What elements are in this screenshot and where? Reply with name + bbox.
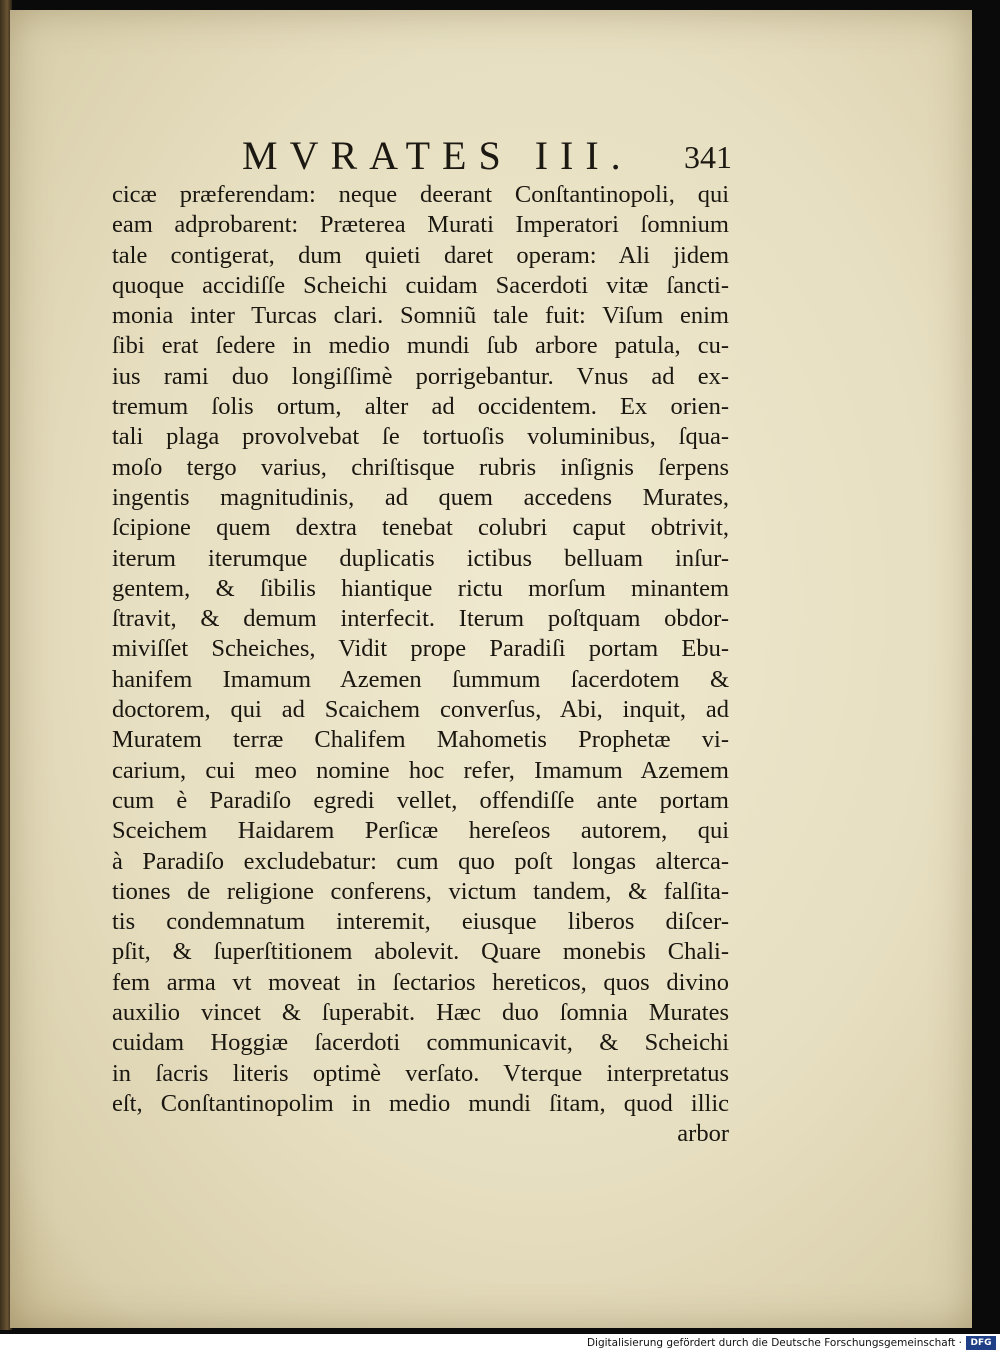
- text-line: moſo tergo varius, chriſtisque rubris inſignis ſerpens: [112, 453, 729, 481]
- text-line: tis condemnatum interemit, eiusque liberos diſcer-: [112, 908, 729, 936]
- text-line: hanifem Imamum Azemen ſummum ſacerdotem &: [112, 665, 729, 693]
- funding-credit: Digitalisierung gefördert durch die Deutsche Forschungsgemeinschaft ·: [586, 1337, 962, 1349]
- text-line: tremum ſolis ortum, alter ad occidentem. Ex orien-: [112, 393, 729, 421]
- text-line: pſit, & ſuperſtitionem abolevit. Quare monebis Chali-: [112, 938, 729, 966]
- dfg-logo: DFG: [966, 1336, 996, 1350]
- text-line: doctorem, qui ad Scaichem converſus, Abi, inquit, ad: [112, 696, 729, 724]
- text-line: ingentis magnitudinis, ad quem accedens Murates,: [112, 483, 729, 511]
- text-line: Sceichem Haidarem Perſicæ hereſeos autorem, qui: [112, 817, 729, 845]
- text-line: cum è Paradiſo egredi vellet, offendiſſe ante portam: [112, 786, 729, 814]
- text-line: ſibi erat ſedere in medio mundi ſub arbore patula, cu-: [112, 332, 729, 360]
- running-title: MVRATES III.: [242, 133, 633, 178]
- text-line: Muratem terræ Chalifem Mahometis Prophetæ vi-: [112, 726, 729, 754]
- text-line: tali plaga provolvebat ſe tortuoſis voluminibus, ſqua-: [112, 423, 729, 451]
- text-line: auxilio vincet & ſuperabit. Hæc duo ſomnia Murates: [112, 999, 729, 1027]
- text-line: miviſſet Scheiches, Vidit prope Paradiſi portam Ebu-: [112, 635, 729, 663]
- text-line: fem arma vt moveat in ſectarios hereticos, quos divino: [112, 968, 729, 996]
- text-line: iterum iterumque duplicatis ictibus belluam inſur-: [112, 544, 729, 572]
- text-line: tiones de religione conferens, victum tandem, & falſita-: [112, 877, 729, 905]
- text-line: in ſacris literis optimè verſato. Vterque interpretatus: [112, 1059, 729, 1087]
- text-line: gentem, & ſibilis hiantique rictu morſum minantem: [112, 574, 729, 602]
- text-line: ſtravit, & demum interfecit. Iterum poſtquam obdor-: [112, 605, 729, 633]
- text-line: à Paradiſo excludebatur: cum quo poſt longas alterca-: [112, 847, 729, 875]
- text-line: ſcipione quem dextra tenebat colubri caput obtrivit,: [112, 514, 729, 542]
- page-number: 341: [684, 139, 732, 175]
- text-line: quoque accidiſſe Scheichi cuidam Sacerdoti vitæ ſancti-: [112, 271, 729, 299]
- text-line: eſt, Conſtantinopolim in medio mundi ſitam, quod illic: [112, 1089, 729, 1117]
- text-line: ius rami duo longiſſimè porrigebantur. Vnus ad ex-: [112, 362, 729, 390]
- text-line: monia inter Turcas clari. Somniũ tale fuit: Viſum enim: [112, 302, 729, 330]
- text-line: tale contigerat, dum quieti daret operam: Ali jidem: [112, 241, 729, 269]
- book-page: [10, 10, 972, 1328]
- text-line: cicæ præferendam: neque deerant Conſtantinopoli, qui: [112, 181, 729, 208]
- text-line: eam adprobarent: Præterea Murati Imperatori ſomnium: [112, 211, 729, 239]
- text-line: cuidam Hoggiæ ſacerdoti communicavit, & Scheichi: [112, 1029, 729, 1057]
- text-line: carium, cui meo nomine hoc refer, Imamum Azemem: [112, 756, 729, 784]
- catchword: arbor: [677, 1120, 729, 1148]
- body-text: [112, 180, 729, 1148]
- footer-bar: [0, 1334, 1000, 1352]
- page-header: [242, 130, 732, 182]
